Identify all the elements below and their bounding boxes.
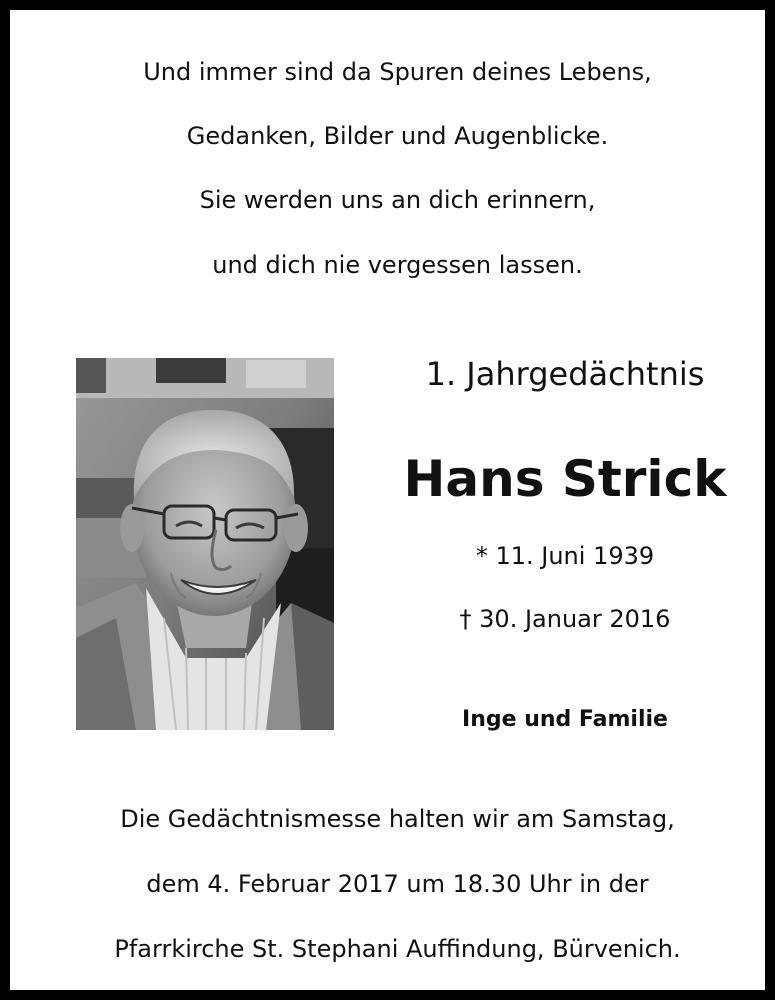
mass-line-2: dem 4. Februar 2017 um 18.30 Uhr in der <box>146 870 649 898</box>
birth-date: * 11. Juni 1939 <box>475 542 655 570</box>
portrait-photo <box>76 358 334 730</box>
death-date: † 30. Januar 2016 <box>459 605 671 633</box>
deceased-name: Hans Strick <box>403 450 727 508</box>
verse-line-4: und dich nie vergessen lassen. <box>212 251 583 279</box>
verse-line-2: Gedanken, Bilder und Augenblicke. <box>186 122 609 150</box>
anniversary-heading: 1. Jahrgedächtnis <box>425 355 705 393</box>
mass-line-3: Pfarrkirche St. Stephani Auffindung, Bürvenich. <box>114 935 681 963</box>
verse-line-3: Sie werden uns an dich erinnern, <box>199 186 596 214</box>
family-signature: Inge und Familie <box>462 707 668 732</box>
mass-line-1: Die Gedächtnismesse halten wir am Samstag, <box>120 805 675 833</box>
verse-line-1: Und immer sind da Spuren deines Lebens, <box>143 58 652 86</box>
portrait-image <box>76 358 334 730</box>
